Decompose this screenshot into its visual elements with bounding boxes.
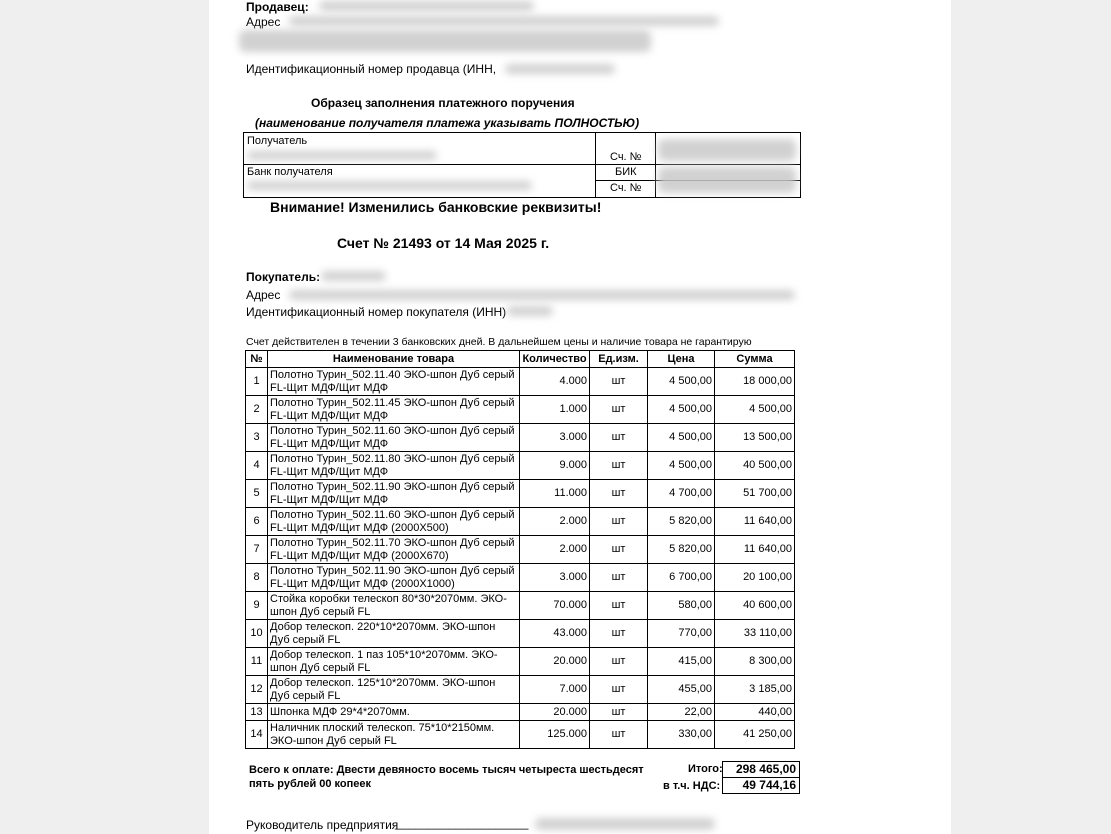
row-unit: шт: [590, 396, 648, 424]
row-sum: 8 300,00: [715, 648, 795, 676]
row-sum: 40 500,00: [715, 452, 795, 480]
row-num: 13: [246, 704, 268, 721]
row-num: 11: [246, 648, 268, 676]
row-qty: 1.000: [520, 396, 590, 424]
buyer-name-redacted: [321, 271, 386, 281]
row-price: 415,00: [648, 648, 715, 676]
row-price: 4 500,00: [648, 368, 715, 396]
row-price: 5 820,00: [648, 536, 715, 564]
seller-inn-label: Идентификационный номер продавца (ИНН,: [246, 62, 497, 76]
row-price: 22,00: [648, 704, 715, 721]
row-name: Полотно Турин_502.11.60 ЭКО-шпон Дуб серый FL-Щит МДФ/Щит МДФ (2000Х500): [268, 508, 520, 536]
payment-order-subtitle: (наименование получателя платежа указывать ПОЛНОСТЬЮ): [255, 116, 640, 130]
row-price: 330,00: [648, 721, 715, 749]
row-sum: 13 500,00: [715, 424, 795, 452]
recipient-label: Получатель: [247, 135, 308, 147]
row-name: Полотно Турин_502.11.80 ЭКО-шпон Дуб серый FL-Щит МДФ/Щит МДФ: [268, 452, 520, 480]
vat-label: в т.ч. НДС:: [663, 780, 721, 792]
row-num: 3: [246, 424, 268, 452]
row-sum: 20 100,00: [715, 564, 795, 592]
col-header-name: Наименование товара: [268, 351, 520, 368]
row-unit: шт: [590, 536, 648, 564]
row-unit: шт: [590, 564, 648, 592]
table-row: [246, 564, 795, 592]
table-row: [246, 704, 795, 721]
row-sum: 51 700,00: [715, 480, 795, 508]
recipient-redacted: [247, 151, 437, 160]
row-qty: 3.000: [520, 424, 590, 452]
row-unit: шт: [590, 508, 648, 536]
row-price: 6 700,00: [648, 564, 715, 592]
row-sum: 40 600,00: [715, 592, 795, 620]
row-num: 1: [246, 368, 268, 396]
row-qty: 2.000: [520, 536, 590, 564]
seller-label: Продавец:: [246, 0, 309, 14]
row-qty: 4.000: [520, 368, 590, 396]
payment-order-title: Образец заполнения платежного поручения: [311, 96, 575, 110]
row-name: Наличник плоский телескоп. 75*10*2150мм. ЭКО-шпон Дуб серый FL: [268, 721, 520, 749]
row-qty: 20.000: [520, 648, 590, 676]
buyer-address-label: Адрес: [246, 288, 281, 302]
row-unit: шт: [590, 452, 648, 480]
payment-details-box: [243, 132, 801, 198]
row-unit: шт: [590, 424, 648, 452]
table-row: [246, 396, 795, 424]
row-price: 4 700,00: [648, 480, 715, 508]
row-price: 580,00: [648, 592, 715, 620]
row-qty: 3.000: [520, 564, 590, 592]
row-qty: 11.000: [520, 480, 590, 508]
seller-name-redacted: [319, 1, 534, 11]
invoice-page: [209, 0, 951, 834]
row-name: Добор телескоп. 125*10*2070мм. ЭКО-шпон Дуб серый FL: [268, 676, 520, 704]
table-row: [246, 592, 795, 620]
row-num: 7: [246, 536, 268, 564]
vat-value: 49 744,16: [722, 777, 800, 794]
bank-change-notice: Внимание! Изменились банковские реквизиты!: [270, 199, 602, 215]
signature-line: ____________________: [395, 816, 529, 830]
row-qty: 2.000: [520, 508, 590, 536]
buyer-inn-redacted: [507, 306, 553, 316]
invoice-title: Счет № 21493 от 14 Мая 2025 г.: [337, 235, 550, 251]
row-unit: шт: [590, 704, 648, 721]
table-row: [246, 648, 795, 676]
row-unit: шт: [590, 480, 648, 508]
items-table: [245, 350, 795, 749]
row-sum: 33 110,00: [715, 620, 795, 648]
row-price: 4 500,00: [648, 452, 715, 480]
table-row: [246, 721, 795, 749]
row-num: 9: [246, 592, 268, 620]
row-qty: 9.000: [520, 452, 590, 480]
table-header-row: [246, 351, 795, 368]
bank-redacted: [247, 181, 532, 190]
corr-account-label: Сч. №: [610, 182, 642, 194]
table-row: [246, 508, 795, 536]
total-value: 298 465,00: [722, 761, 800, 778]
row-sum: 41 250,00: [715, 721, 795, 749]
buyer-inn-label: Идентификационный номер покупателя (ИНН): [246, 305, 507, 319]
row-unit: шт: [590, 721, 648, 749]
buyer-address-redacted: [289, 290, 795, 300]
row-name: Добор телескоп. 220*10*2070мм. ЭКО-шпон Дуб серый FL: [268, 620, 520, 648]
col-header-num: №: [246, 351, 268, 368]
row-num: 4: [246, 452, 268, 480]
bik-label: БИК: [615, 166, 637, 178]
row-qty: 70.000: [520, 592, 590, 620]
col-header-sum: Сумма: [715, 351, 795, 368]
col-header-qty: Количество: [520, 351, 590, 368]
total-label: Итого:: [688, 763, 723, 775]
seller-inn-redacted: [505, 64, 615, 74]
row-name: Стойка коробки телескоп 80*30*2070мм. ЭКО-шпон Дуб серый FL: [268, 592, 520, 620]
row-name: Полотно Турин_502.11.90 ЭКО-шпон Дуб серый FL-Щит МДФ/Щит МДФ (2000Х1000): [268, 564, 520, 592]
row-name: Полотно Турин_502.11.70 ЭКО-шпон Дуб серый FL-Щит МДФ/Щит МДФ (2000Х670): [268, 536, 520, 564]
seller-address-redacted-2: [239, 30, 651, 52]
total-in-words: Всего к оплате: Двести девяносто восемь тысяч четыреста шестьдесят пять рублей 00 копеек: [249, 764, 644, 790]
row-qty: 7.000: [520, 676, 590, 704]
row-unit: шт: [590, 620, 648, 648]
row-num: 5: [246, 480, 268, 508]
row-price: 770,00: [648, 620, 715, 648]
row-price: 4 500,00: [648, 424, 715, 452]
signature-name-redacted: [535, 818, 715, 830]
table-row: [246, 676, 795, 704]
row-num: 12: [246, 676, 268, 704]
row-sum: 3 185,00: [715, 676, 795, 704]
row-price: 4 500,00: [648, 396, 715, 424]
row-qty: 125.000: [520, 721, 590, 749]
table-row: [246, 424, 795, 452]
col-header-price: Цена: [648, 351, 715, 368]
row-name: Добор телескоп. 1 паз 105*10*2070мм. ЭКО-шпон Дуб серый FL: [268, 648, 520, 676]
row-qty: 20.000: [520, 704, 590, 721]
col-header-unit: Ед.изм.: [590, 351, 648, 368]
row-name: Полотно Турин_502.11.60 ЭКО-шпон Дуб серый FL-Щит МДФ/Щит МДФ: [268, 424, 520, 452]
row-price: 5 820,00: [648, 508, 715, 536]
buyer-label: Покупатель:: [246, 270, 321, 284]
row-unit: шт: [590, 648, 648, 676]
row-sum: 440,00: [715, 704, 795, 721]
row-price: 455,00: [648, 676, 715, 704]
row-sum: 11 640,00: [715, 508, 795, 536]
table-row: [246, 536, 795, 564]
seller-address-label: Адрес: [246, 15, 281, 29]
row-sum: 18 000,00: [715, 368, 795, 396]
row-num: 2: [246, 396, 268, 424]
seller-address-redacted: [289, 16, 719, 26]
row-unit: шт: [590, 368, 648, 396]
table-row: [246, 480, 795, 508]
bank-label: Банк получателя: [247, 166, 333, 178]
signature-label: Руководитель предприятия: [246, 818, 399, 832]
row-num: 14: [246, 721, 268, 749]
validity-note: Счет действителен в течении 3 банковских дней. В дальнейшем цены и наличие товара не гарантирую: [246, 336, 752, 348]
row-unit: шт: [590, 676, 648, 704]
row-name: Полотно Турин_502.11.45 ЭКО-шпон Дуб серый FL-Щит МДФ/Щит МДФ: [268, 396, 520, 424]
row-qty: 43.000: [520, 620, 590, 648]
row-sum: 11 640,00: [715, 536, 795, 564]
row-unit: шт: [590, 592, 648, 620]
row-num: 10: [246, 620, 268, 648]
table-row: [246, 368, 795, 396]
table-row: [246, 620, 795, 648]
account-redacted: [658, 139, 796, 161]
row-name: Полотно Турин_502.11.40 ЭКО-шпон Дуб серый FL-Щит МДФ/Щит МДФ: [268, 368, 520, 396]
row-num: 8: [246, 564, 268, 592]
row-name: Полотно Турин_502.11.90 ЭКО-шпон Дуб серый FL-Щит МДФ/Щит МДФ: [268, 480, 520, 508]
row-name: Шпонка МДФ 29*4*2070мм.: [268, 704, 520, 721]
table-row: [246, 452, 795, 480]
account-label: Сч. №: [610, 151, 642, 163]
row-sum: 4 500,00: [715, 396, 795, 424]
bik-redacted: [658, 167, 796, 193]
row-num: 6: [246, 508, 268, 536]
